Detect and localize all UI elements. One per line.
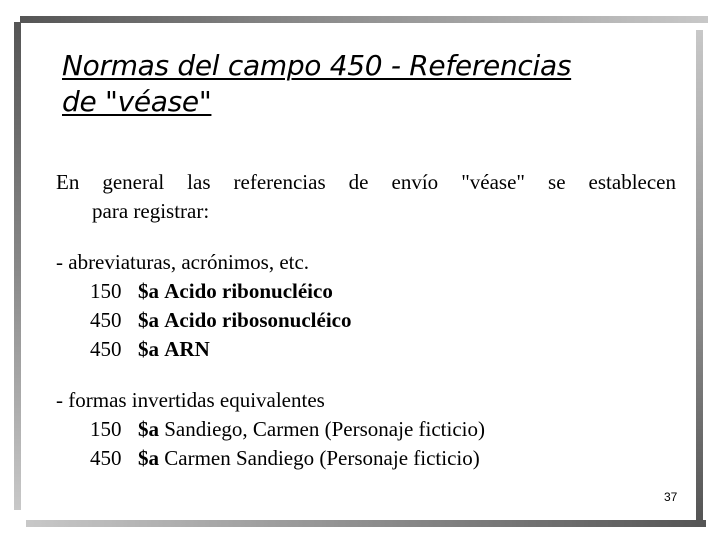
- intro-text-line-2: para registrar:: [92, 199, 210, 223]
- subfield-code: $a: [138, 446, 159, 470]
- frame-right-bar: [696, 30, 703, 520]
- heading-value: Acido ribonucléico: [164, 279, 333, 303]
- heading-value: ARN: [164, 337, 210, 361]
- field-tag: 450: [90, 446, 122, 470]
- field-tag: 450: [90, 308, 122, 332]
- slide-body: [56, 168, 676, 473]
- intro-text-line-1: En general las referencias de envío "véase" se establecen: [56, 170, 676, 194]
- frame-top-bar: [20, 16, 708, 23]
- heading-value: Acido ribosonucléico: [164, 308, 352, 332]
- field-tag: 150: [90, 417, 122, 441]
- frame-left-bar: [14, 22, 21, 510]
- field-tag: 450: [90, 337, 122, 361]
- record-entry: [56, 444, 676, 473]
- heading-value: Sandiego, Carmen (Personaje ficticio): [164, 417, 485, 441]
- page-number: 37: [664, 490, 678, 504]
- example-group-inverted-forms: [56, 386, 676, 473]
- record-entry: [56, 306, 676, 335]
- subfield-code: $a: [138, 337, 159, 361]
- slide-title: [62, 48, 682, 120]
- example-group-abbreviations: [56, 248, 676, 364]
- field-tag: 150: [90, 279, 122, 303]
- subfield-code: $a: [138, 308, 159, 332]
- slide-title-line-1: Normas del campo 450 - Referencias: [62, 49, 572, 82]
- subfield-code: $a: [138, 279, 159, 303]
- subfield-code: $a: [138, 417, 159, 441]
- heading-value: Carmen Sandiego (Personaje ficticio): [164, 446, 480, 470]
- slide-title-line-2: de "véase": [62, 85, 212, 118]
- record-entry: [56, 415, 676, 444]
- record-entry: [56, 277, 676, 306]
- group-heading: - abreviaturas, acrónimos, etc.: [56, 250, 310, 274]
- record-entry: [56, 335, 676, 364]
- frame-bottom-bar: [26, 520, 706, 527]
- group-heading: - formas invertidas equivalentes: [56, 388, 325, 412]
